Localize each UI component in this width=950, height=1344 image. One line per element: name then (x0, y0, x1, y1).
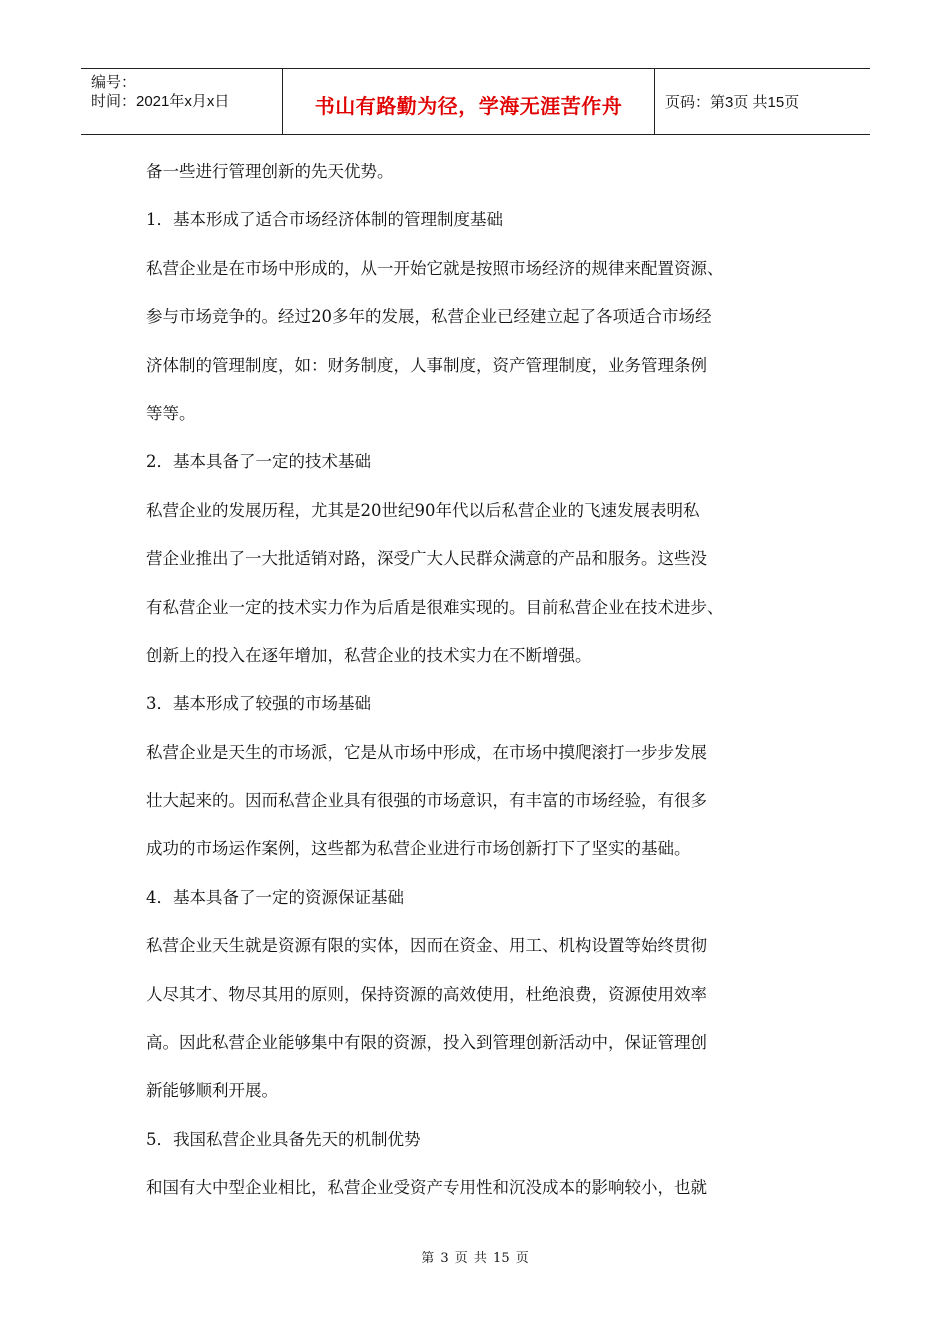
header-meta (81, 69, 283, 134)
body-line: 成功的市场运作案例，这些都为私营企业进行市场创新打下了坚实的基础。 (146, 839, 691, 859)
body-line: 参与市场竞争的。经过20多年的发展，私营企业已经建立起了各项适合市场经 (146, 307, 712, 327)
section-heading-2: 2．基本具备了一定的技术基础 (146, 452, 371, 472)
body-line: 高。因此私营企业能够集中有限的资源，投入到管理创新活动中，保证管理创 (146, 1033, 707, 1053)
body-line: 新能够顺利开展。 (146, 1081, 278, 1101)
section-heading-3: 3．基本形成了较强的市场基础 (146, 694, 371, 714)
body-line: 人尽其才、物尽其用的原则，保持资源的高效使用，杜绝浪费，资源使用效率 (146, 984, 707, 1004)
header-motto: 书山有路勤为径，学海无涯苦作舟 (314, 94, 623, 118)
page-header (81, 68, 870, 135)
body-line: 备一些进行管理创新的先天优势。 (146, 162, 394, 181)
body-line: 营企业推出了一大批适销对路，深受广大人民群众满意的产品和服务。这些没 (146, 549, 707, 569)
body-line: 私营企业的发展历程，尤其是20世纪90年代以后私营企业的飞速发展表明私 (146, 500, 700, 520)
header-page-info-cell (655, 69, 870, 134)
document-date: 时间：2021年x月x日 (91, 93, 230, 110)
body-line: 有私营企业一定的技术实力作为后盾是很难实现的。目前私营企业在技术进步、 (146, 597, 724, 617)
body-line: 等等。 (146, 403, 196, 423)
body-line: 壮大起来的。因而私营企业具有很强的市场意识，有丰富的市场经验，有很多 (146, 791, 707, 811)
body-line: 私营企业天生就是资源有限的实体，因而在资金、用工、机构设置等始终贯彻 (146, 936, 707, 956)
body-line: 创新上的投入在逐年增加，私营企业的技术实力在不断增强。 (146, 645, 592, 665)
body-line: 和国有大中型企业相比，私营企业受资产专用性和沉没成本的影响较小，也就 (146, 1178, 707, 1198)
header-motto-cell (283, 69, 655, 134)
section-heading-4: 4．基本具备了一定的资源保证基础 (146, 887, 404, 907)
body-line: 私营企业是天生的市场派，它是从市场中形成，在市场中摸爬滚打一步步发展 (146, 742, 707, 762)
body-line: 济体制的管理制度，如：财务制度，人事制度，资产管理制度，业务管理条例 (146, 355, 707, 375)
section-heading-1: 1．基本形成了适合市场经济体制的管理制度基础 (146, 210, 503, 230)
body-line: 私营企业是在市场中形成的，从一开始它就是按照市场经济的规律来配置资源、 (146, 258, 724, 278)
header-page-info: 页码：第3页 共15页 (665, 94, 800, 111)
section-heading-5: 5．我国私营企业具备先天的机制优势 (146, 1129, 421, 1149)
document-number-label: 编号： (91, 74, 137, 91)
page-footer: 第 3 页 共 15 页 (421, 1251, 529, 1266)
document-body (146, 148, 826, 1213)
